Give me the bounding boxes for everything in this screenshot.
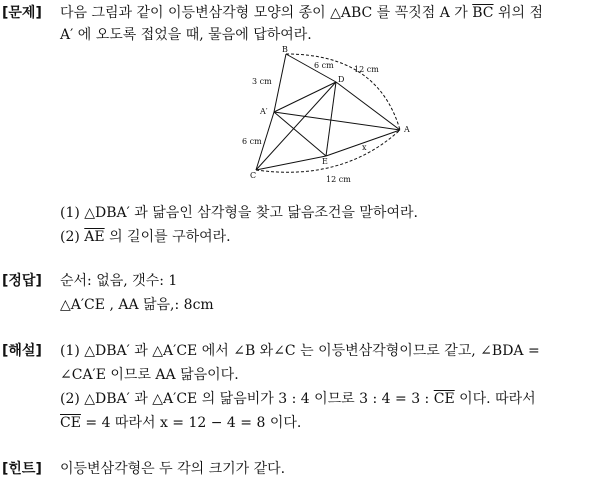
answer-tag: [정답]	[2, 273, 42, 289]
label-6cm-top: 6 cm	[314, 61, 334, 70]
explanation-line-2: ∠CA′E 이므로 AA 닮음이다.	[60, 367, 239, 383]
problem-line-1-post: 위의 점	[493, 5, 543, 21]
answer-line-1: 순서: 없음, 갯수: 1	[60, 273, 178, 289]
explanation-tag: [해설]	[2, 343, 42, 359]
problem-line-1-pre: 다음 그림과 같이 이등변삼각형 모양의 종이 △ABC 를 꼭짓점 A 가	[60, 5, 473, 21]
label-a: A	[404, 125, 410, 134]
question-2-post: 의 길이를 구하여라.	[104, 229, 231, 245]
segment-b-aprime	[274, 54, 286, 112]
label-a-prime: A′	[260, 107, 268, 116]
fold-line-d-e	[326, 82, 336, 156]
question-1: (1) △DBA′ 과 닮음인 삼각형을 찾고 닮음조건을 말하여라.	[60, 205, 418, 221]
folded-triangle-figure	[242, 44, 418, 184]
label-6cm-left: 6 cm	[242, 137, 262, 146]
label-e: E	[322, 157, 328, 166]
label-d: D	[338, 75, 345, 84]
label-12cm-right: 12 cm	[354, 65, 379, 74]
hint-tag: [힌트]	[2, 461, 42, 477]
label-x: x	[362, 143, 367, 152]
segment-aprime-a	[274, 112, 400, 130]
answer-line-2: △A′CE , AA 닮음,: 8cm	[60, 297, 214, 313]
explanation-line-4-post: = 4 따라서 x = 12 − 4 = 8 이다.	[80, 415, 302, 431]
explanation-line-4	[60, 412, 301, 432]
hint-line-1: 이등변삼각형은 두 각의 크기가 같다.	[60, 461, 286, 477]
question-2	[60, 226, 231, 246]
label-c: C	[250, 171, 257, 180]
segment-d-aprime	[274, 82, 336, 112]
segment-ae: $\overline{AE}$	[84, 229, 105, 245]
segment-bc: $\overline{BC}$	[472, 5, 494, 21]
segment-ce-2: $\overline{CE}$	[60, 415, 81, 431]
problem-line-2: A′ 에 오도록 접었을 때, 물음에 답하여라.	[60, 27, 312, 43]
explanation-line-1: (1) △DBA′ 과 △A′CE 에서 ∠B 와∠C 는 이등변삼각형이므로 같고, ∠BDA =	[60, 343, 540, 359]
explanation-line-3-pre: (2) △DBA′ 과 △A′CE 의 닮음비가 3 : 4 이므로 3 : 4 = 3 :	[60, 391, 434, 407]
question-2-pre: (2)	[60, 229, 85, 245]
problem-line-1	[60, 2, 543, 22]
problem-tag: [문제]	[2, 5, 42, 21]
explanation-line-3-post: 이다. 따라서	[454, 391, 536, 407]
explanation-line-3	[60, 388, 536, 408]
segment-ce-1: $\overline{CE}$	[433, 391, 455, 407]
label-12cm-bottom: 12 cm	[326, 175, 351, 184]
label-3cm: 3 cm	[252, 77, 272, 86]
label-b: B	[282, 45, 288, 54]
